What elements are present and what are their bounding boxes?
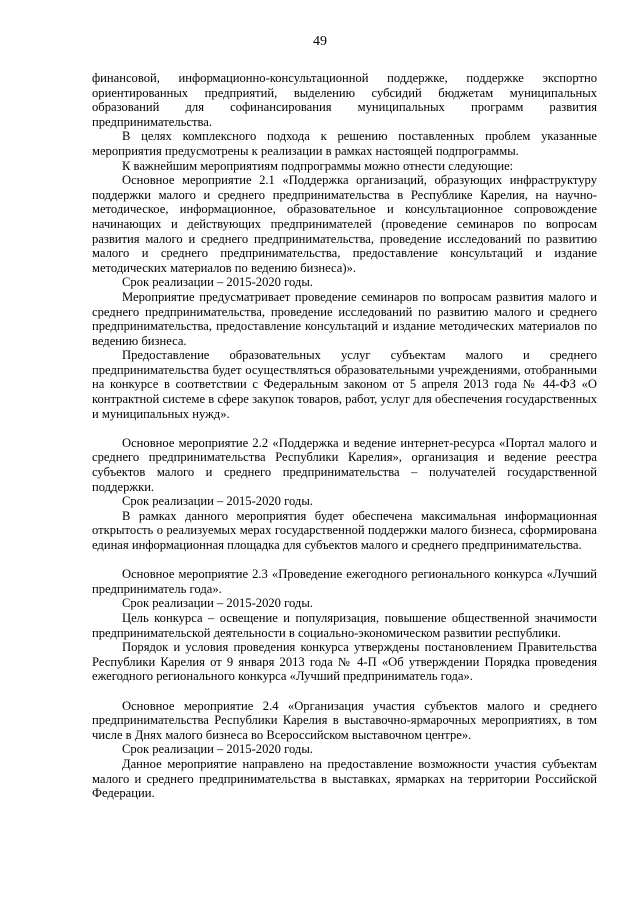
paragraph: Предоставление образовательных услуг субъектам малого и среднего предпринимательства будет осуществляться образовательными учреждениями, отобранными на конкурсе в соответствии с Федеральным законом от 5 апреля 2013 года № 44-ФЗ «О контрактной системе в сфере закупок товаров, работ, услуг для обеспечения государственных и муниципальных нужд». — [92, 348, 597, 421]
paragraph: Основное мероприятие 2.1 «Поддержка организаций, образующих инфраструктуру поддержки малого и среднего предпринимательства в Республике Карелия, на научно-методическое, информационное, образовательное и консультационное сопровождение начинающих и действующих предпринимателей (проведение семинаров по вопросам развития малого и среднего предпринимательства, проведение исследований по развитию малого и среднего предпринимательства, предоставление консультаций и издание методических материалов по ведению бизнеса)». — [92, 173, 597, 275]
paragraph: Мероприятие предусматривает проведение семинаров по вопросам развития малого и среднего предпринимательства, проведение исследований по развитию малого и среднего предпринимательства, предоставление консультаций и издание методических материалов по ведению бизнеса. — [92, 289, 597, 348]
paragraph: В целях комплексного подхода к решению поставленных проблем указанные мероприятия предусмотрены к реализации в рамках настоящей подпрограммы. — [92, 129, 597, 158]
paragraph: К важнейшим мероприятиям подпрограммы можно отнести следующие: — [122, 158, 514, 173]
paragraph: Данное мероприятие направлено на предоставление возможности участия субъектам малого и среднего предпринимательства в выставках, ярмарках на территории Российской Федерации. — [92, 756, 597, 801]
paragraph: финансовой, информационно-консультационной поддержке, поддержке экспортно ориентированных предприятий, выделению субсидий бюджетам муниципальных образований для софинансирования муниципальных программ развития предпринимательства. — [92, 71, 597, 129]
paragraph: В рамках данного мероприятия будет обеспечена максимальная информационная открытость о реализуемых мерах государственной поддержки малого бизнеса, сформирована единая информационная площадка для субъектов малого и среднего предпринимательства. — [92, 508, 597, 552]
paragraph: Срок реализации – 2015-2020 годы. — [122, 596, 313, 611]
paragraph: Основное мероприятие 2.4 «Организация участия субъектов малого и среднего предпринимательства Республики Карелия в выставочно-ярмарочных мероприятиях, в том числе в Днях малого бизнеса во Всероссийском выставочном центре». — [92, 698, 597, 742]
paragraph: Срок реализации – 2015-2020 годы. — [122, 742, 313, 757]
paragraph: Срок реализации – 2015-2020 годы. — [122, 494, 313, 509]
paragraph: Цель конкурса – освещение и популяризация, повышение общественной значимости предпринимательской деятельности в социально-экономическом развитии республики. — [92, 610, 597, 640]
paragraph: Основное мероприятие 2.3 «Проведение ежегодного регионального конкурса «Лучший предприниматель года». — [92, 567, 597, 596]
paragraph: Основное мероприятие 2.2 «Поддержка и ведение интернет-ресурса «Портал малого и среднего предпринимательства Республики Карелия», организация и ведение реестра субъектов малого и среднего предпринимательства – получателей государственной поддержки. — [92, 435, 597, 494]
paragraph: Порядок и условия проведения конкурса утверждены постановлением Правительства Республики Карелия от 9 января 2013 года № 4-П «Об утверждении Порядка проведения ежегодного регионального конкурса «Лучший предприниматель года». — [92, 640, 597, 684]
page-number: 49 — [313, 34, 327, 49]
document-body — [92, 71, 597, 801]
paragraph: Срок реализации – 2015-2020 годы. — [122, 275, 313, 290]
